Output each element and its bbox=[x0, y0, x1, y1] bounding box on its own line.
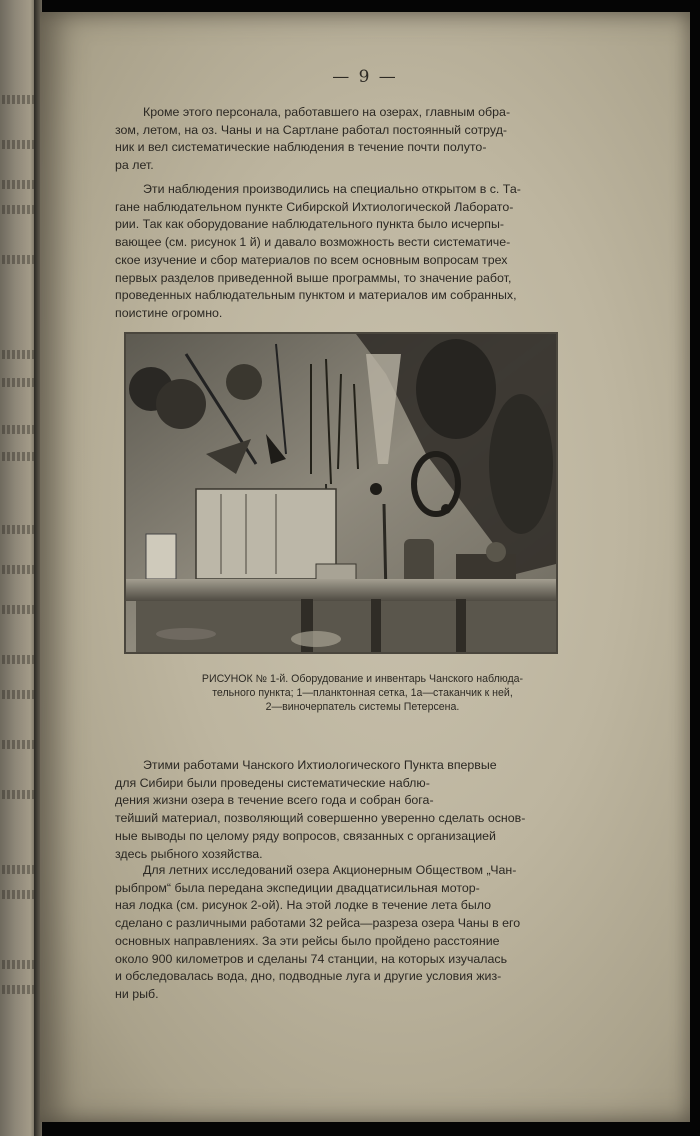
text-line: ник и вел систематические наблюдения в течение почти полуто- bbox=[115, 140, 487, 155]
text-line: рии. Так как оборудование наблюдательного пункта было исчерпы- bbox=[115, 217, 505, 232]
caption-line: тельного пункта; 1—планктонная сетка, 1а—стаканчик к ней, bbox=[212, 687, 513, 699]
text-line: проведенных наблюдательным пунктом и материалов им собранных, bbox=[115, 288, 517, 303]
text-line: Для летних исследований озера Акционерным Обществом „Чан- bbox=[143, 863, 517, 877]
text-line: поистине огромно. bbox=[115, 305, 223, 320]
text-line: ра лет. bbox=[115, 158, 154, 173]
text-line: Кроме этого персонала, работавшего на озерах, главным обра- bbox=[143, 105, 511, 119]
paragraph-results bbox=[115, 757, 610, 863]
text-line: здесь рыбного хозяйства. bbox=[115, 846, 263, 861]
paragraph-staff bbox=[115, 104, 610, 175]
text-line: Этими работами Чанского Ихтиологического Пункта впервые bbox=[143, 758, 497, 772]
text-line: первых разделов приведенной выше программы, то значение работ, bbox=[115, 270, 512, 285]
text-line: вающее (см. рисунок 1 й) и давало возможность вести систематиче- bbox=[115, 235, 511, 250]
text-line: зом, летом, на оз. Чаны и на Сартлане работал постоянный сотруд- bbox=[115, 122, 508, 137]
caption-line: РИСУНОК № 1-й. Оборудование и инвентарь Чанского наблюда- bbox=[201, 673, 524, 685]
text-line: основных направлениях. За эти рейсы было пройдено расстояние bbox=[115, 933, 500, 948]
text-line: гане наблюдательном пункте Сибирской Ихтиологической Лаборато- bbox=[115, 199, 514, 214]
page bbox=[40, 12, 690, 1122]
text-line: Эти наблюдения производились на специально открытом в с. Та- bbox=[143, 182, 521, 196]
text-line: ная лодка (см. рисунок 2-ой). На этой лодке в течение лета было bbox=[115, 898, 492, 913]
text-line: около 900 километров и сделаны 74 станции, на которых изучалась bbox=[115, 951, 508, 966]
text-line: рыбпром“ была передана экспедиции двадцатисильная мотор- bbox=[115, 880, 480, 895]
figure-photo-equipment bbox=[124, 332, 558, 654]
text-line: ные выводы по целому ряду вопросов, связанных с организацией bbox=[115, 828, 496, 843]
text-line: для Сибири были проведены систематические наблю- bbox=[115, 775, 430, 790]
paragraph-observations bbox=[115, 181, 610, 323]
figure-caption bbox=[100, 672, 625, 714]
text-line: и обследовалась вода, дно, подводные луга и другие условия жиз- bbox=[115, 969, 502, 984]
caption-line: 2—виночерпатель системы Петерсена. bbox=[265, 701, 460, 713]
text-line: дения жизни озера в течение всего года и собран бога- bbox=[115, 793, 434, 808]
page-number: — 9 — bbox=[332, 67, 398, 87]
left-page-edge bbox=[0, 0, 38, 1136]
text-line: сделано с различными работами 32 рейса—разреза озера Чаны в его bbox=[115, 916, 521, 931]
text-line: ни рыб. bbox=[115, 986, 159, 1001]
text-line: тейший материал, позволяющий совершенно уверенно сделать основ- bbox=[115, 811, 526, 826]
text-line: ское изучение и сбор материалов по всем основным вопросам трех bbox=[115, 252, 508, 267]
paragraph-summer-research bbox=[115, 862, 610, 1004]
